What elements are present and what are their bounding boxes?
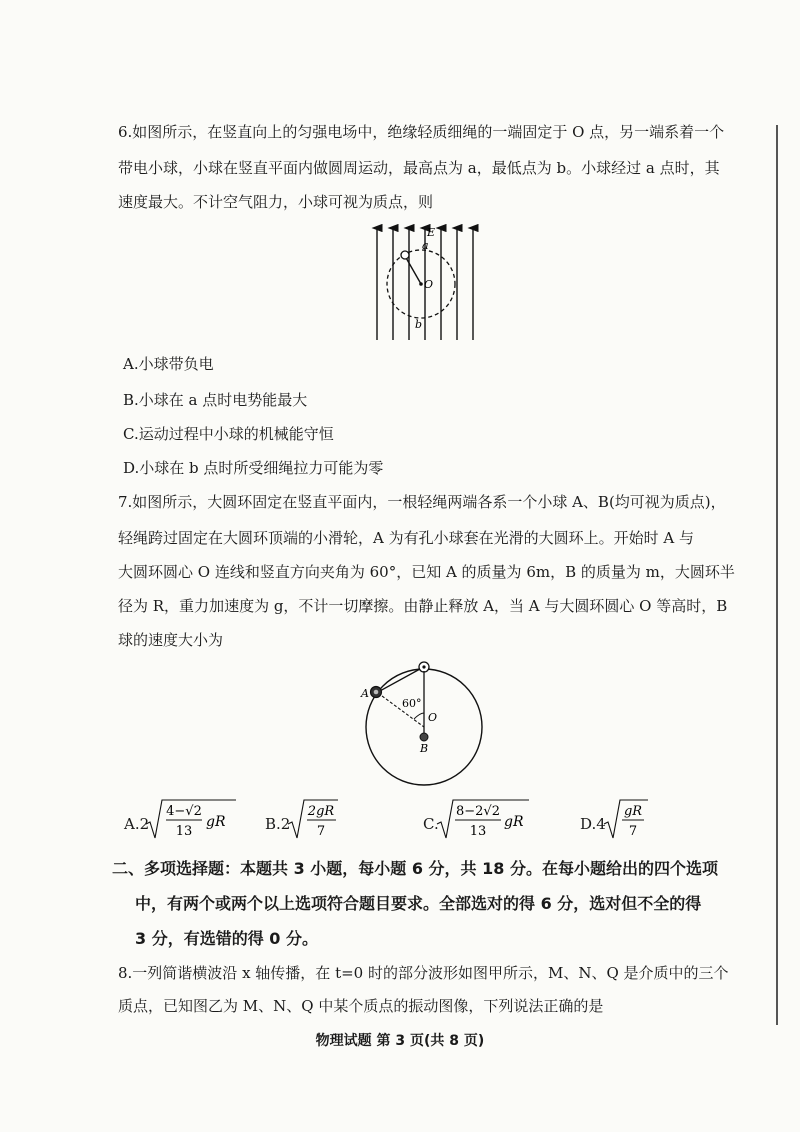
q6-option-a: A.小球带负电 — [123, 355, 214, 373]
q7-figure — [358, 655, 498, 795]
q6-option-d: D.小球在 b 点时所受细绳拉力可能为零 — [123, 459, 384, 477]
charged-ball — [401, 251, 409, 259]
q7-d-radical — [604, 798, 648, 842]
q7-d-num: gR — [623, 804, 643, 819]
q8-line-1: 8.一列简谐横波沿 x 轴传播，在 t=0 时的部分波形如图甲所示，M、N、Q 是介质中的三个 — [118, 964, 729, 982]
q6-figure — [365, 222, 485, 342]
q7-a-prefix: A.2 — [124, 815, 150, 833]
pivot-point — [419, 282, 423, 286]
q7-a-radical — [146, 798, 236, 842]
q7-c-den: 13 — [469, 824, 487, 839]
center-label: O — [424, 278, 434, 291]
q6-option-b: B.小球在 a 点时电势能最大 — [123, 391, 308, 409]
q6-line-2: 带电小球，小球在竖直平面内做圆周运动，最高点为 a，最低点为 b。小球经过 a 点时，其 — [118, 159, 720, 177]
q7-c-num: 8−2√2 — [456, 804, 500, 819]
top-label: a — [422, 239, 429, 252]
label-b: B — [420, 742, 429, 755]
angle-arc — [414, 713, 424, 719]
q7-a-num: 4−√2 — [166, 804, 202, 819]
q7-line-1: 7.如图所示，大圆环固定在竖直平面内，一根轻绳两端各系一个小球 A、B(均可视为质点)， — [118, 493, 726, 511]
q7-line-5: 球的速度大小为 — [118, 631, 224, 649]
q6-option-c: C.运动过程中小球的机械能守恒 — [123, 425, 334, 443]
section2-line-1: 二、多项选择题：本题共 3 小题，每小题 6 分，共 18 分。在每小题给出的四个选项 — [112, 859, 718, 878]
rope-segment-a — [378, 669, 420, 692]
q6-line-3: 速度最大。不计空气阻力，小球可视为质点，则 — [118, 193, 434, 211]
q7-d-prefix: D.4 — [580, 815, 606, 833]
field-label: E — [427, 226, 436, 239]
q7-d-den: 7 — [628, 824, 638, 839]
q7-b-radical — [288, 798, 338, 842]
ball-b — [420, 733, 428, 741]
pulley-axle — [422, 665, 425, 668]
q7-c-tail: gR — [504, 814, 524, 830]
q7-a-tail: gR — [206, 814, 226, 830]
bottom-label: b — [415, 318, 423, 331]
string — [405, 256, 421, 284]
q7-b-den: 7 — [316, 824, 326, 839]
q7-b-num: 2gR — [307, 804, 335, 819]
q7-c-radical — [437, 798, 529, 842]
angle-label: 60° — [402, 697, 422, 710]
q7-b-prefix: B.2 — [265, 815, 291, 833]
margin-rule — [776, 125, 778, 1025]
q7-c-prefix: C. — [423, 815, 439, 833]
label-a: A — [361, 687, 369, 700]
page-footer: 物理试题 第 3 页(共 8 页) — [315, 1033, 485, 1049]
section2-line-2: 中，有两个或两个以上选项符合题目要求。全部选对的得 6 分，选对但不全的得 — [135, 894, 702, 913]
ball-a-hole — [374, 690, 379, 695]
q7-line-2: 轻绳跨过固定在大圆环顶端的小滑轮，A 为有孔小球套在光滑的大圆环上。开始时 A 与 — [118, 529, 694, 547]
q7-a-den: 13 — [175, 824, 193, 839]
q7-line-3: 大圆环圆心 O 连线和竖直方向夹角为 60°，已知 A 的质量为 6m，B 的质量为 m，大圆环半 — [118, 563, 735, 581]
label-o: O — [428, 711, 438, 724]
q6-line-1: 6.如图所示，在竖直向上的匀强电场中，绝缘轻质细绳的一端固定于 O 点，另一端系着一个 — [118, 123, 725, 141]
section2-line-3: 3 分，有选错的得 0 分。 — [135, 929, 318, 948]
q7-line-4: 径为 R，重力加速度为 g，不计一切摩擦。由静止释放 A，当 A 与大圆环圆心 O 等高时，B — [118, 597, 728, 615]
q8-line-2: 质点，已知图乙为 M、N、Q 中某个质点的振动图像，下列说法正确的是 — [118, 997, 604, 1015]
